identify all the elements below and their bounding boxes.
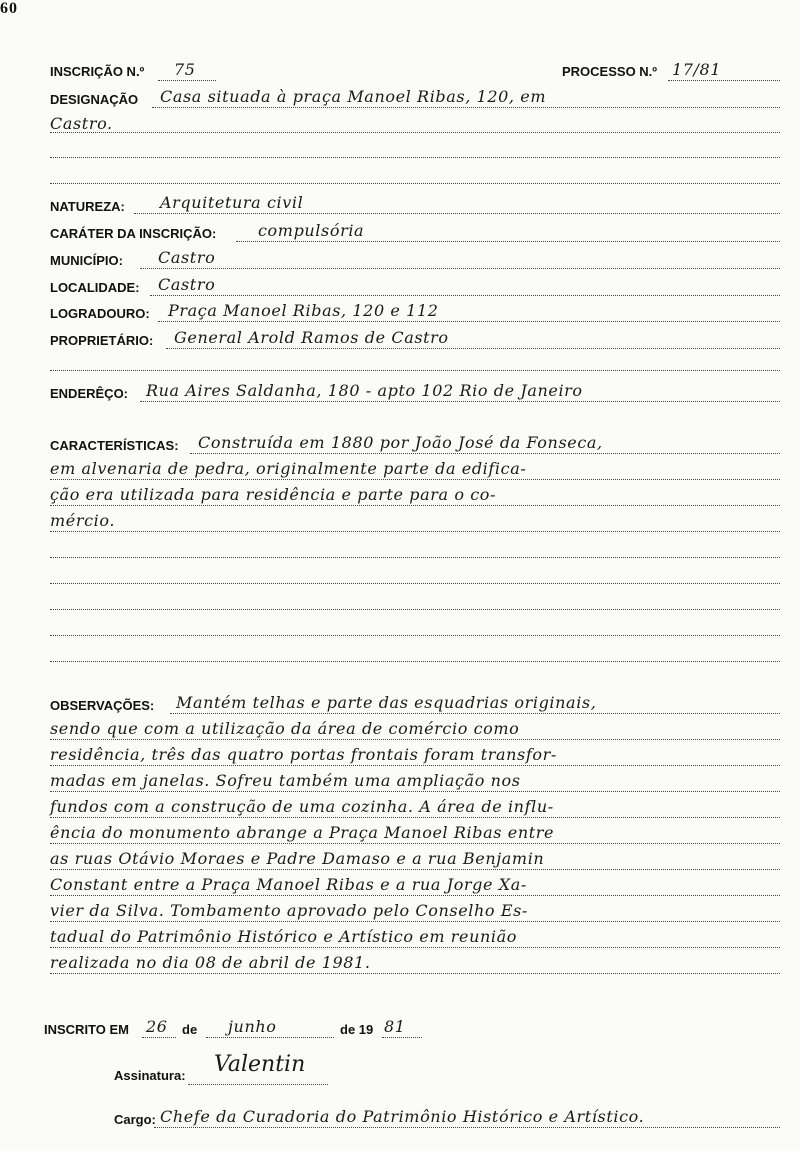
- proprietario-label: PROPRIETÁRIO:: [50, 333, 154, 348]
- designacao-label: DESIGNAÇÃO: [50, 92, 139, 107]
- observacoes-line-9: vier da Silva. Tombamento aprovado pelo Conselho Es-: [50, 901, 528, 920]
- caracteristicas-rule-2: [50, 479, 780, 480]
- caracteristicas-rule-9: [50, 661, 780, 662]
- assinatura-label: Assinatura:: [114, 1068, 186, 1083]
- observacoes-line-6: ência do monumento abrange a Praça Manoel Ribas entre: [50, 823, 555, 842]
- observacoes-label: OBSERVAÇÕES:: [50, 698, 155, 713]
- caracteristicas-line-1: Construída em 1880 por João José da Fonseca,: [198, 433, 603, 452]
- observacoes-line-5: fundos com a construção de uma cozinha. A área de influ-: [50, 797, 554, 816]
- inscrito-de-2: de 19: [340, 1022, 374, 1037]
- carater-label: CARÁTER DA INSCRIÇÃO:: [50, 226, 217, 241]
- observacoes-line-1: Mantém telhas e parte das esquadrias originais,: [176, 693, 597, 712]
- endereco-rule: [140, 401, 780, 402]
- processo-value: 17/81: [672, 60, 722, 79]
- endereco-value: Rua Aires Saldanha, 180 - apto 102 Rio de Janeiro: [146, 381, 583, 400]
- observacoes-rule-7: [50, 869, 780, 870]
- inscrito-de-1: de: [182, 1022, 198, 1037]
- carater-rule: [236, 241, 780, 242]
- inscricao-rule: [158, 80, 216, 81]
- designacao-rule-3: [50, 157, 780, 158]
- cargo-rule: [154, 1127, 780, 1128]
- designacao-line-1: Casa situada à praça Manoel Ribas, 120, em: [160, 87, 547, 106]
- inscrito-year: 81: [384, 1017, 406, 1036]
- observacoes-rule-9: [50, 921, 780, 922]
- observacoes-rule-11: [50, 973, 780, 974]
- caracteristicas-line-3: ção era utilizada para residência e parte para o co-: [50, 485, 497, 504]
- localidade-rule: [150, 295, 780, 296]
- observacoes-line-4: madas em janelas. Sofreu também uma ampliação nos: [50, 771, 521, 790]
- observacoes-line-2: sendo que com a utilização da área de comércio como: [50, 719, 520, 738]
- cargo-value: Chefe da Curadoria do Patrimônio Histórico e Artístico.: [160, 1107, 645, 1126]
- designacao-rule-1: [152, 107, 780, 108]
- caracteristicas-label: CARACTERÍSTICAS:: [50, 438, 179, 453]
- caracteristicas-rule-4: [50, 531, 780, 532]
- observacoes-rule-8: [50, 895, 780, 896]
- inscrito-day: 26: [146, 1017, 168, 1036]
- spacer-rule: [50, 370, 780, 371]
- signature: Valentin: [214, 1052, 306, 1077]
- caracteristicas-rule-7: [50, 609, 780, 610]
- localidade-value: Castro: [158, 275, 216, 294]
- inscrito-year-rule: [382, 1037, 422, 1038]
- proprietario-rule: [166, 348, 780, 349]
- inscrito-em-label: INSCRITO EM: [44, 1022, 129, 1037]
- designacao-rule-4: [50, 183, 780, 184]
- caracteristicas-rule-3: [50, 505, 780, 506]
- observacoes-rule-1: [170, 713, 780, 714]
- inscricao-label: INSCRIÇÃO N.º: [50, 64, 145, 79]
- localidade-label: LOCALIDADE:: [50, 280, 140, 295]
- designacao-line-2: Castro.: [50, 114, 113, 133]
- caracteristicas-line-2: em alvenaria de pedra, originalmente parte da edifica-: [50, 459, 527, 478]
- observacoes-line-7: as ruas Otávio Moraes e Padre Damaso e a rua Benjamin: [50, 849, 545, 868]
- natureza-rule: [134, 213, 780, 214]
- caracteristicas-rule-1: [190, 453, 780, 454]
- caracteristicas-line-4: mércio.: [50, 511, 116, 530]
- logradouro-label: LOGRADOURO:: [50, 306, 150, 321]
- observacoes-rule-10: [50, 947, 780, 948]
- observacoes-rule-2: [50, 739, 780, 740]
- proprietario-value: General Arold Ramos de Castro: [174, 328, 449, 347]
- observacoes-rule-3: [50, 765, 780, 766]
- carater-value: compulsória: [258, 221, 365, 240]
- designacao-rule-2: [50, 132, 780, 133]
- caracteristicas-rule-6: [50, 583, 780, 584]
- municipio-label: MUNICÍPIO:: [50, 253, 123, 268]
- municipio-rule: [140, 268, 780, 269]
- logradouro-value: Praça Manoel Ribas, 120 e 112: [168, 301, 439, 320]
- observacoes-rule-6: [50, 843, 780, 844]
- observacoes-line-10: tadual do Patrimônio Histórico e Artístico em reunião: [50, 927, 518, 946]
- caracteristicas-rule-5: [50, 557, 780, 558]
- inscricao-value: 75: [174, 60, 196, 79]
- cargo-label: Cargo:: [114, 1112, 156, 1127]
- observacoes-rule-4: [50, 791, 780, 792]
- natureza-value: Arquitetura civil: [160, 193, 304, 212]
- municipio-value: Castro: [158, 248, 216, 267]
- caracteristicas-rule-8: [50, 635, 780, 636]
- natureza-label: NATUREZA:: [50, 199, 125, 214]
- assinatura-rule: [188, 1084, 328, 1085]
- inscrito-month-rule: [206, 1037, 334, 1038]
- observacoes-line-3: residência, três das quatro portas frontais foram transfor-: [50, 745, 557, 764]
- inscrito-day-rule: [142, 1037, 176, 1038]
- inscrito-month: junho: [228, 1017, 277, 1036]
- observacoes-rule-5: [50, 817, 780, 818]
- processo-label: PROCESSO N.º: [562, 64, 658, 79]
- logradouro-rule: [158, 321, 780, 322]
- corner-page-mark: 60: [0, 0, 18, 17]
- endereco-label: ENDERÊÇO:: [50, 386, 129, 401]
- observacoes-line-8: Constant entre a Praça Manoel Ribas e a rua Jorge Xa-: [50, 875, 527, 894]
- observacoes-line-11: realizada no dia 08 de abril de 1981.: [50, 953, 371, 972]
- processo-rule: [668, 80, 780, 81]
